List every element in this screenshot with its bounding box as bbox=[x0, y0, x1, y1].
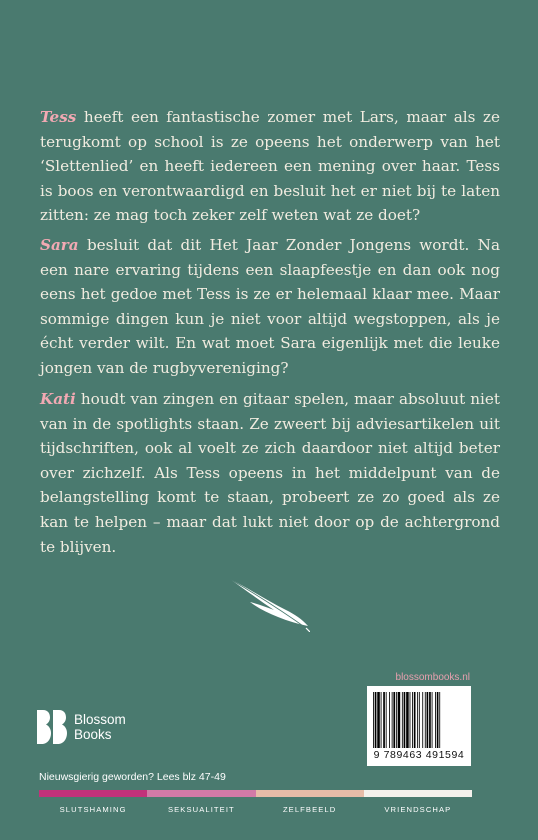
blossom-logo-icon bbox=[37, 710, 67, 744]
feather-icon bbox=[228, 574, 310, 632]
publisher-name-line2: Books bbox=[74, 727, 112, 742]
character-name-kati: Kati bbox=[40, 390, 76, 408]
character-name-tess: Tess bbox=[40, 108, 77, 126]
character-name-sara: Sara bbox=[40, 236, 79, 254]
theme-label-vriendschap: VRIENDSCHAP bbox=[384, 805, 452, 814]
blurb-sara-text: besluit dat dit Het Jaar Zonder Jongens wordt. Na een nare ervaring tijdens een slaapfeestje en dan ook nog eens het gedoe met Tess is ze er helemaal klaar mee. Maar sommige dingen kun je niet voor altijd wegstoppen, als je écht verder wilt. En wat moet Sara eigenlijk met die leuke jongen van de rugbyvereniging? bbox=[40, 236, 500, 377]
blurb-kati-text: houdt van zingen en gitaar spelen, maar absoluut niet van in de spotlights staan. Ze zweert bij adviesartikelen uit tijdschriften, ook al voelt ze zich daardoor niet altijd beter over zichzelf. Als Tess opeens in het middelpunt van de belangstelling komt te staan, probeert ze zo goed als ze kan te helpen – maar dat lukt niet door op de achtergrond te blijven. bbox=[40, 390, 500, 556]
theme-color-4 bbox=[364, 790, 472, 797]
barcode bbox=[367, 686, 471, 766]
blurb-kati bbox=[40, 387, 500, 559]
theme-label-seksualiteit: SEKSUALITEIT bbox=[167, 805, 235, 814]
theme-color-strip bbox=[39, 790, 472, 797]
publisher-website[interactable]: blossombooks.nl bbox=[395, 672, 470, 683]
theme-color-3 bbox=[256, 790, 364, 797]
theme-color-1 bbox=[39, 790, 147, 797]
publisher-logo bbox=[37, 710, 126, 744]
theme-label-slutshaming: SLUTSHAMING bbox=[59, 805, 127, 814]
blurb-tess-text: heeft een fantastische zomer met Lars, maar als ze terugkomt op school is ze opeens het onderwerp van het ‘Slettenlied’ en heeft iedereen een mening over haar. Tess is boos en verontwaardigd en besluit het er niet bij te laten zitten: ze mag toch zeker zelf weten wat ze doet? bbox=[40, 108, 500, 225]
theme-labels bbox=[39, 805, 472, 814]
theme-color-2 bbox=[147, 790, 255, 797]
blurb-tess bbox=[40, 105, 500, 228]
blurb-sara bbox=[40, 233, 500, 381]
barcode-bars bbox=[373, 692, 465, 748]
isbn-number: 9 789463 491594 bbox=[373, 749, 465, 761]
publisher-name-line1: Blossom bbox=[74, 712, 126, 727]
theme-label-zelfbeeld: ZELFBEELD bbox=[282, 805, 337, 814]
teaser-text: Nieuwsgierig geworden? Lees blz 47-49 bbox=[39, 771, 226, 783]
publisher-name bbox=[74, 712, 126, 742]
